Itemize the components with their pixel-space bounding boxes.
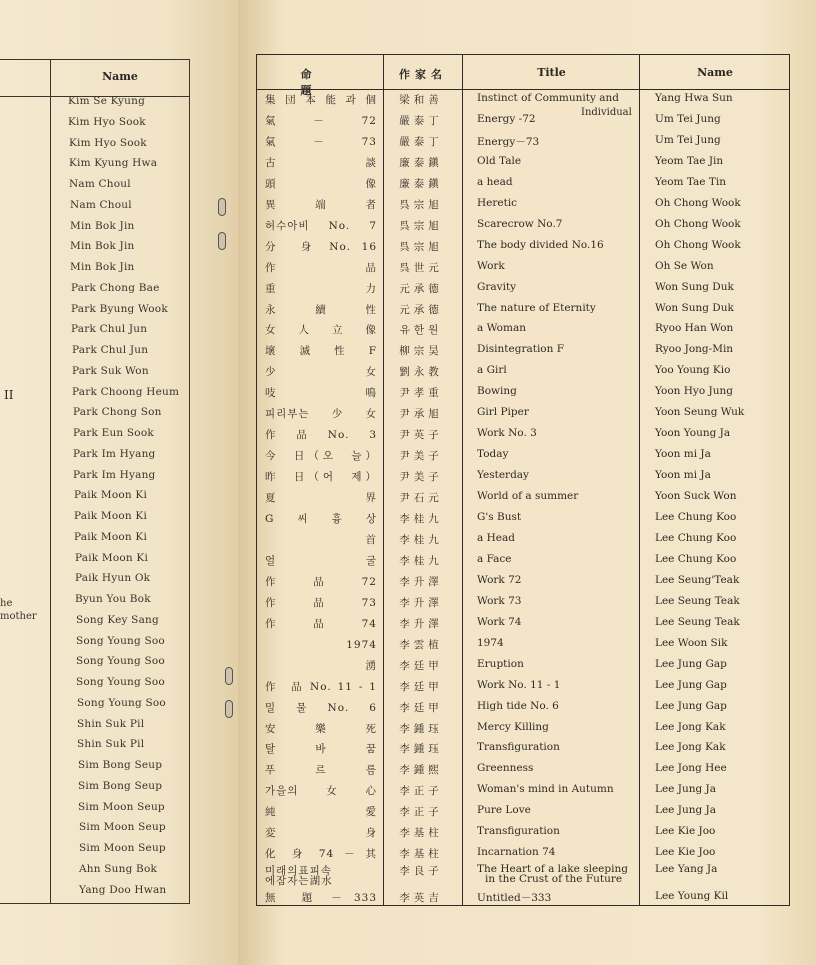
left-name-item: Shin Suk Pil [77, 738, 145, 750]
left-name-item: Byun You Bok [75, 593, 151, 605]
left-name-item: Song Young Soo [77, 697, 166, 709]
title-cell: Scarecrow No.7 [477, 218, 563, 230]
table-row [257, 448, 791, 468]
table-row [257, 364, 791, 384]
left-name-item: Park Choong Heum [72, 386, 180, 398]
name-cell: Lee Kie Joo [655, 825, 716, 837]
binding-ring [218, 198, 226, 216]
korean-title-cell: 얼 굴 [265, 555, 377, 567]
section-mark: II [4, 388, 14, 402]
korean-artist-cell: 李雲植 [399, 639, 443, 651]
korean-title-cell: 無 題 － 333 [265, 892, 377, 904]
table-row [257, 574, 791, 594]
korean-artist-cell: 李正子 [399, 806, 443, 818]
table-row [257, 721, 791, 741]
left-name-item: Park Chong Son [73, 406, 162, 418]
title-cell: Eruption [477, 658, 524, 670]
left-name-item: Kim Kyung Hwa [69, 157, 158, 169]
title-cell: a Face [477, 553, 512, 565]
korean-title-cell: 氣 － 73 [265, 136, 377, 148]
name-cell: Lee Jong Kak [655, 721, 726, 733]
title-cell: Mercy Killing [477, 721, 549, 733]
korean-artist-cell: 呉世元 [399, 262, 443, 274]
name-cell: Oh Chong Wook [655, 197, 741, 209]
fragment-text: he [0, 598, 13, 609]
korean-title-cell: 作 品 74 [265, 618, 377, 630]
table-row [257, 281, 791, 301]
korean-artist-cell: 李鍾珏 [399, 723, 443, 735]
korean-title-cell: 作 品 72 [265, 576, 377, 588]
name-cell: Lee Chung Koo [655, 511, 737, 523]
title-cell: Old Tale [477, 155, 522, 167]
name-cell: Won Sung Duk [655, 281, 734, 293]
binding-ring [225, 667, 233, 685]
left-name-item: Nam Choul [70, 199, 132, 211]
korean-artist-cell: 李良子 [399, 865, 443, 877]
title-cell: The Heart of a lake sleeping [477, 863, 628, 875]
left-name-item: Ahn Sung Bok [79, 863, 158, 875]
name-cell: Oh Chong Wook [655, 239, 741, 251]
name-cell: Lee Jung Gap [655, 700, 727, 712]
name-cell: Yoon Hyo Jung [655, 385, 733, 397]
name-cell: Lee Chung Koo [655, 532, 737, 544]
left-name-item: Min Bok Jin [70, 261, 135, 273]
left-name-item: Yang Doo Hwan [79, 884, 167, 896]
korean-title-cell: 미래의표피속 [265, 865, 332, 877]
left-name-item: Paik Hyun Ok [75, 572, 151, 584]
title-cell: Energy－73 [477, 136, 540, 148]
name-cell: Lee Jung Gap [655, 658, 727, 670]
korean-title-cell: 탈 바 꿈 [265, 743, 377, 755]
korean-title-cell: 氣 － 72 [265, 115, 377, 127]
left-header-name: Name [102, 70, 138, 83]
name-cell: Yoo Young Kio [655, 364, 731, 376]
table-row [257, 385, 791, 405]
name-cell: Lee Chung Koo [655, 553, 737, 565]
korean-artist-cell: 李桂九 [399, 513, 443, 525]
korean-artist-cell: 尹美子 [399, 450, 443, 462]
name-cell: Lee Woon Sik [655, 637, 728, 649]
title-cell: Work 74 [477, 616, 522, 628]
korean-artist-cell: 呉宗旭 [399, 241, 443, 253]
left-name-item: Sim Moon Seup [79, 842, 166, 854]
title-cell: Yesterday [477, 469, 529, 481]
table-row [257, 113, 791, 133]
fragment-text: mother [0, 611, 37, 622]
korean-artist-cell: 李升澤 [399, 597, 443, 609]
title-cell: Heretic [477, 197, 518, 209]
table-row [257, 343, 791, 363]
table-row [257, 92, 791, 112]
left-page [0, 0, 238, 965]
name-cell: Lee Jung Ja [655, 783, 717, 795]
korean-artist-cell: 李基柱 [399, 827, 443, 839]
left-name-item: Sim Moon Seup [79, 821, 166, 833]
korean-title-cell: 古 談 [265, 157, 377, 169]
left-name-item: Park Eun Sook [73, 427, 154, 439]
name-cell: Lee Seung Teak [655, 616, 740, 628]
korean-artist-cell: 尹孝重 [399, 387, 443, 399]
korean-artist-cell: 尹石元 [399, 492, 443, 504]
left-name-item: Park Suk Won [72, 365, 149, 377]
name-cell: Yoon Seung Wuk [655, 406, 745, 418]
korean-title-cell: 밀 물 No. 6 [265, 702, 377, 714]
korean-title-cell: 今 日（오 늘） [265, 450, 377, 462]
korean-artist-cell: 嚴泰丁 [399, 136, 443, 148]
left-name-item: Sim Bong Seup [78, 759, 163, 771]
name-cell: Um Tei Jung [655, 113, 721, 125]
left-name-item: Paik Moon Ki [74, 489, 148, 501]
left-name-item: Park Byung Wook [71, 303, 168, 315]
name-cell: Yoon mi Ja [655, 448, 711, 460]
korean-title-cell: 変 身 [265, 827, 377, 839]
left-name-item: Min Bok Jin [70, 240, 135, 252]
korean-artist-cell: 元承德 [399, 304, 443, 316]
korean-artist-cell: 李鍾珏 [399, 743, 443, 755]
name-cell: Yoon mi Ja [655, 469, 711, 481]
title-cell: Disintegration F [477, 343, 565, 355]
left-name-item: Park Chul Jun [72, 344, 149, 356]
table-row [257, 302, 791, 322]
name-cell: Yang Hwa Sun [655, 92, 733, 104]
korean-artist-cell: 元承德 [399, 283, 443, 295]
korean-title-cell: 푸 르 름 [265, 764, 377, 776]
header-korean-artist: 作家名 [399, 68, 447, 81]
artwork-table [256, 54, 790, 906]
table-row [257, 239, 791, 259]
table-row [257, 741, 791, 761]
korean-title-cell: 重 力 [265, 283, 377, 295]
name-cell: Ryoo Jong-Min [655, 343, 734, 355]
korean-title-cell: G 씨 흉 상 [265, 513, 377, 525]
korean-title-cell: 集団本能과個 [265, 94, 377, 106]
left-name-item: Shin Suk Pil [77, 718, 145, 730]
title-cell: Work No. 3 [477, 427, 537, 439]
table-row [257, 322, 791, 342]
table-row [257, 197, 791, 217]
korean-artist-cell: 李鍾熙 [399, 764, 443, 776]
table-row [257, 616, 791, 636]
name-cell: Lee Jung Ja [655, 804, 717, 816]
title-cell: Woman's mind in Autumn [477, 783, 614, 795]
title-cell: a Head [477, 532, 515, 544]
name-cell: Lee Jung Gap [655, 679, 727, 691]
header-title: Title [537, 66, 566, 79]
korean-title-cell: 異 端 者 [265, 199, 377, 211]
title-continuation: Individual [581, 107, 632, 118]
name-cell: Yeom Tae Jin [655, 155, 724, 167]
korean-artist-cell: 梁和善 [399, 94, 443, 106]
korean-artist-cell: 呉宗旭 [399, 220, 443, 232]
korean-title-cell: 分 身 No. 16 [265, 241, 377, 253]
title-cell: Instinct of Community and [477, 92, 620, 104]
korean-title-cell: 女 人 立 像 [265, 324, 377, 336]
korean-title-cell: 1974 [265, 639, 389, 651]
table-row [257, 155, 791, 175]
left-name-item: Paik Moon Ki [74, 510, 148, 522]
name-cell: Lee Seung Teak [655, 595, 740, 607]
korean-artist-cell: 尹承旭 [399, 408, 443, 420]
korean-title-cell: 作 品 73 [265, 597, 377, 609]
korean-artist-cell: 呉宗旭 [399, 199, 443, 211]
korean-title-cell: 化 身 74 － 其 [265, 848, 377, 860]
title-cell: 1974 [477, 637, 504, 649]
title-cell: G's Bust [477, 511, 522, 523]
name-cell: Lee Yang Ja [655, 863, 718, 875]
left-name-item: Song Young Soo [76, 676, 165, 688]
title-cell: Gravity [477, 281, 517, 293]
table-row [257, 679, 791, 699]
left-table-divider [50, 60, 51, 903]
title-cell: Bowing [477, 385, 517, 397]
title-cell: The body divided No.16 [477, 239, 604, 251]
title-cell: Today [477, 448, 509, 460]
title-cell: Work [477, 260, 505, 272]
title-continuation: in the Crust of the Future [485, 873, 623, 885]
left-name-item: Kim Se Kyung [68, 95, 145, 107]
title-cell: High tide No. 6 [477, 700, 559, 712]
left-name-item: Sim Bong Seup [78, 780, 163, 792]
name-cell: Ryoo Han Won [655, 322, 734, 334]
table-row [257, 783, 791, 803]
korean-artist-cell: 李廷甲 [399, 702, 443, 714]
left-name-item: Nam Choul [69, 178, 131, 190]
title-cell: a head [477, 176, 513, 188]
table-row [257, 700, 791, 720]
left-name-item: Sim Moon Seup [78, 801, 165, 813]
left-name-item: Kim Hyo Sook [68, 116, 146, 128]
korean-artist-cell: 李正子 [399, 785, 443, 797]
table-row [257, 490, 791, 510]
korean-title-cell: 피리부는少女 [265, 408, 377, 420]
left-name-item: Park Chong Bae [71, 282, 160, 294]
title-cell: Work 72 [477, 574, 522, 586]
korean-artist-cell: 嚴泰丁 [399, 115, 443, 127]
left-name-item: Park Im Hyang [73, 469, 156, 481]
table-row [257, 532, 791, 552]
korean-artist-cell: 李英吉 [399, 892, 443, 904]
table-row [257, 595, 791, 615]
name-cell: Lee Kie Joo [655, 846, 716, 858]
title-cell: Work 73 [477, 595, 522, 607]
table-row [257, 553, 791, 573]
title-cell: World of a summer [477, 490, 579, 502]
left-name-item: Kim Hyo Sook [69, 137, 147, 149]
name-cell: Um Tei Jung [655, 134, 721, 146]
korean-title-continuation: 에잠자는湖水 [265, 875, 333, 887]
title-cell: Girl Piper [477, 406, 529, 418]
table-row [257, 469, 791, 489]
header-name: Name [697, 66, 733, 79]
korean-title-cell: 少 女 [265, 366, 377, 378]
korean-title-cell: 壞 滅 性 F [265, 345, 377, 357]
name-cell: Yeom Tae Tin [655, 176, 726, 188]
header-korean-title: 命 題 [300, 68, 383, 97]
korean-title-cell: 가을의女心 [265, 785, 377, 797]
korean-artist-cell: 유한원 [399, 324, 443, 336]
korean-title-cell: 頭 像 [265, 178, 377, 190]
name-cell: Won Sung Duk [655, 302, 734, 314]
korean-artist-cell: 李桂九 [399, 534, 443, 546]
left-name-item: Min Bok Jin [70, 220, 135, 232]
left-name-item: Paik Moon Ki [74, 531, 148, 543]
korean-artist-cell: 廉泰鎭 [399, 157, 443, 169]
title-cell: a Girl [477, 364, 507, 376]
binding-ring [225, 700, 233, 718]
korean-title-cell: 夏 界 [265, 492, 377, 504]
table-row [257, 658, 791, 678]
korean-title-cell: 作 品 No. 11 - 1 [265, 681, 377, 693]
korean-title-cell: 純 愛 [265, 806, 377, 818]
title-cell: Pure Love [477, 804, 531, 816]
name-cell: Lee Young Kil [655, 890, 729, 902]
name-cell: Oh Chong Wook [655, 218, 741, 230]
table-row [257, 427, 791, 447]
left-name-item: Song Young Soo [76, 655, 165, 667]
title-cell: Work No. 11 - 1 [477, 679, 561, 691]
korean-title-cell: 安 樂 死 [265, 723, 377, 735]
korean-artist-cell: 廉泰鎭 [399, 178, 443, 190]
korean-title-cell: 湧 [265, 660, 389, 672]
name-cell: Lee Seung'Teak [655, 574, 740, 586]
korean-artist-cell: 李升澤 [399, 618, 443, 630]
korean-title-cell: 永 續 性 [265, 304, 377, 316]
table-row [257, 890, 791, 910]
name-cell: Oh Se Won [655, 260, 714, 272]
name-cell: Lee Jong Kak [655, 741, 726, 753]
binding-ring [218, 232, 226, 250]
korean-artist-cell: 李廷甲 [399, 660, 443, 672]
korean-title-cell: 昨 日（어 제） [265, 471, 377, 483]
korean-artist-cell: 李桂九 [399, 555, 443, 567]
title-cell: Transfiguration [477, 825, 560, 837]
table-row [257, 762, 791, 782]
korean-artist-cell: 李升澤 [399, 576, 443, 588]
korean-artist-cell: 尹美子 [399, 471, 443, 483]
korean-title-cell: 吱 鳴 [265, 387, 377, 399]
title-cell: a Woman [477, 322, 526, 334]
table-row [257, 260, 791, 280]
korean-artist-cell: 李基柱 [399, 848, 443, 860]
table-row [257, 804, 791, 824]
korean-artist-cell: 李廷甲 [399, 681, 443, 693]
korean-title-cell: 허수아비 No. 7 [265, 220, 377, 232]
name-cell: Yoon Suck Won [655, 490, 737, 502]
korean-title-cell: 首 [265, 534, 400, 546]
korean-artist-cell: 劉永教 [399, 366, 443, 378]
table-row [257, 511, 791, 531]
table-row [257, 218, 791, 238]
korean-artist-cell: 柳宗昊 [399, 345, 443, 357]
name-cell: Yoon Young Ja [655, 427, 731, 439]
title-cell: Energy -72 [477, 113, 536, 125]
korean-artist-cell: 尹英子 [399, 429, 443, 441]
title-cell: Untitled－333 [477, 892, 552, 904]
title-cell: The nature of Eternity [477, 302, 596, 314]
left-name-item: Park Im Hyang [73, 448, 156, 460]
table-row [257, 176, 791, 196]
left-name-item: Song Young Soo [76, 635, 165, 647]
left-name-item: Park Chul Jun [71, 323, 148, 335]
table-row [257, 825, 791, 845]
table-row [257, 637, 791, 657]
table-row [257, 406, 791, 426]
left-name-item: Song Key Sang [76, 614, 159, 626]
korean-title-cell: 作 品 No. 3 [265, 429, 377, 441]
table-row [257, 134, 791, 154]
title-cell: Greenness [477, 762, 534, 774]
left-name-item: Paik Moon Ki [75, 552, 149, 564]
korean-title-cell: 作 品 [265, 262, 377, 274]
name-cell: Lee Jong Hee [655, 762, 727, 774]
title-cell: Incarnation 74 [477, 846, 556, 858]
title-cell: Transfiguration [477, 741, 560, 753]
